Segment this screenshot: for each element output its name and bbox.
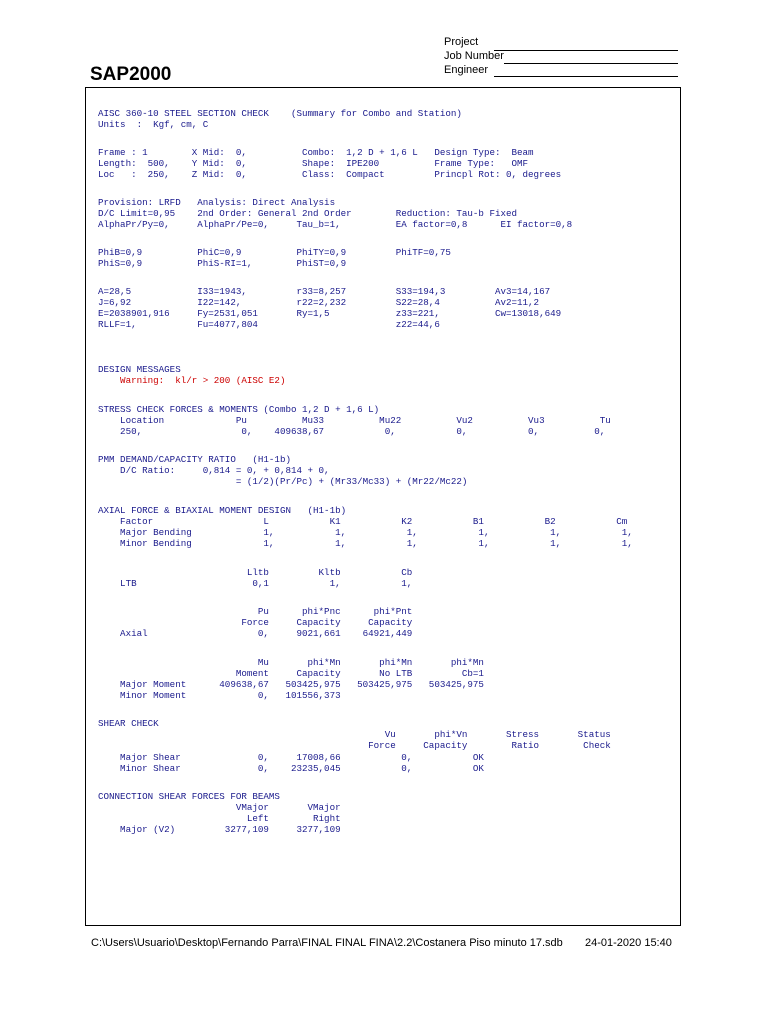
factor-header-row: Factor L K1 K2 B1 B2 Cm [98,516,628,527]
frame-line-3: Loc : 250, Z Mid: 0, Class: Compact Princpl Rot: 0, degrees [98,169,562,180]
provision-line-2: D/C Limit=0,95 2nd Order: General 2nd Order Reduction: Tau-b Fixed [98,208,518,219]
moment-header-row-1: Mu phi*Mn phi*Mn phi*Mn [98,657,484,668]
shear-header-row-2: Force Capacity Ratio Check [98,740,611,751]
report-units: Units : Kgf, cm, C [98,119,209,130]
ltb-header-row: Lltb Kltb Cb [98,567,413,578]
design-messages-heading: DESIGN MESSAGES [98,364,181,375]
frame-line-2: Length: 500, Y Mid: 0, Shape: IPE200 Frame Type: OMF [98,158,529,169]
phi-line-2: PhiS=0,9 PhiS-RI=1, PhiST=0,9 [98,258,347,269]
minor-bending-row: Minor Bending 1, 1, 1, 1, 1, 1, [98,538,633,549]
axial-values-row: Axial 0, 9021,661 64921,449 [98,628,413,639]
shear-check-heading: SHEAR CHECK [98,718,159,729]
section-props-2: J=6,92 I22=142, r22=2,232 S22=28,4 Av2=11,2 [98,297,540,308]
connection-shear-heading: CONNECTION SHEAR FORCES FOR BEAMS [98,791,280,802]
job-number-line [504,63,678,64]
dc-ratio-formula: = (1/2)(Pr/Pc) + (Mr33/Mc33) + (Mr22/Mc22) [98,476,468,487]
frame-line-1: Frame : 1 X Mid: 0, Combo: 1,2 D + 1,6 L Design Type: Beam [98,147,534,158]
job-number-label: Job Number [444,50,504,62]
axial-biaxial-heading: AXIAL FORCE & BIAXIAL MOMENT DESIGN (H1-1b) [98,505,347,516]
footer-file-path: C:\Users\Usuario\Desktop\Fernando Parra\FINAL FINAL FINA\2.2\Costanera Piso minuto 17.sdb [91,937,563,949]
stress-check-heading: STRESS CHECK FORCES & MOMENTS (Combo 1,2 D + 1,6 L) [98,404,380,415]
dc-ratio-line: D/C Ratio: 0,814 = 0, + 0,814 + 0, [98,465,330,476]
provision-line-3: AlphaPr/Py=0, AlphaPr/Pe=0, Tau_b=1, EA factor=0,8 EI factor=0,8 [98,219,573,230]
axial-header-row-1: Pu phi*Pnc phi*Pnt [98,606,413,617]
axial-header-row-2: Force Capacity Capacity [98,617,413,628]
project-line [494,50,678,51]
pmm-heading: PMM DEMAND/CAPACITY RATIO (H1-1b) [98,454,291,465]
major-moment-row: Major Moment 409638,67 503425,975 503425,975 503425,975 [98,679,484,690]
connection-header-row-1: VMajor VMajor [98,802,341,813]
section-props-3: E=2038901,916 Fy=2531,051 Ry=1,5 z33=221, Cw=13018,649 [98,308,562,319]
connection-header-row-2: Left Right [98,813,341,824]
section-props-1: A=28,5 I33=1943, r33=8,257 S33=194,3 Av3=14,167 [98,286,551,297]
major-bending-row: Major Bending 1, 1, 1, 1, 1, 1, [98,527,633,538]
minor-moment-row: Minor Moment 0, 101556,373 [98,690,341,701]
provision-line-1: Provision: LRFD Analysis: Direct Analysis [98,197,336,208]
ltb-values-row: LTB 0,1 1, 1, [98,578,413,589]
app-title: SAP2000 [90,64,172,85]
moment-header-row-2: Moment Capacity No LTB Cb=1 [98,668,484,679]
shear-header-row-1: Vu phi*Vn Stress Status [98,729,611,740]
engineer-line [494,76,678,77]
major-shear-row: Major Shear 0, 17008,66 0, OK [98,752,484,763]
stress-check-header-row: Location Pu Mu33 Mu22 Vu2 Vu3 Tu [98,415,611,426]
connection-values-row: Major (V2) 3277,109 3277,109 [98,824,341,835]
warning-message: Warning: kl/r > 200 (AISC E2) [98,375,286,386]
phi-line-1: PhiB=0,9 PhiC=0,9 PhiTY=0,9 PhiTF=0,75 [98,247,451,258]
footer-datetime: 24-01-2020 15:40 [585,937,672,949]
engineer-label: Engineer [444,64,489,76]
section-props-4: RLLF=1, Fu=4077,804 z22=44,6 [98,319,440,330]
project-label: Project [444,36,479,48]
stress-check-values-row: 250, 0, 409638,67 0, 0, 0, 0, [98,426,606,437]
report-title: AISC 360-10 STEEL SECTION CHECK (Summary for Combo and Station) [98,108,462,119]
minor-shear-row: Minor Shear 0, 23235,045 0, OK [98,763,484,774]
